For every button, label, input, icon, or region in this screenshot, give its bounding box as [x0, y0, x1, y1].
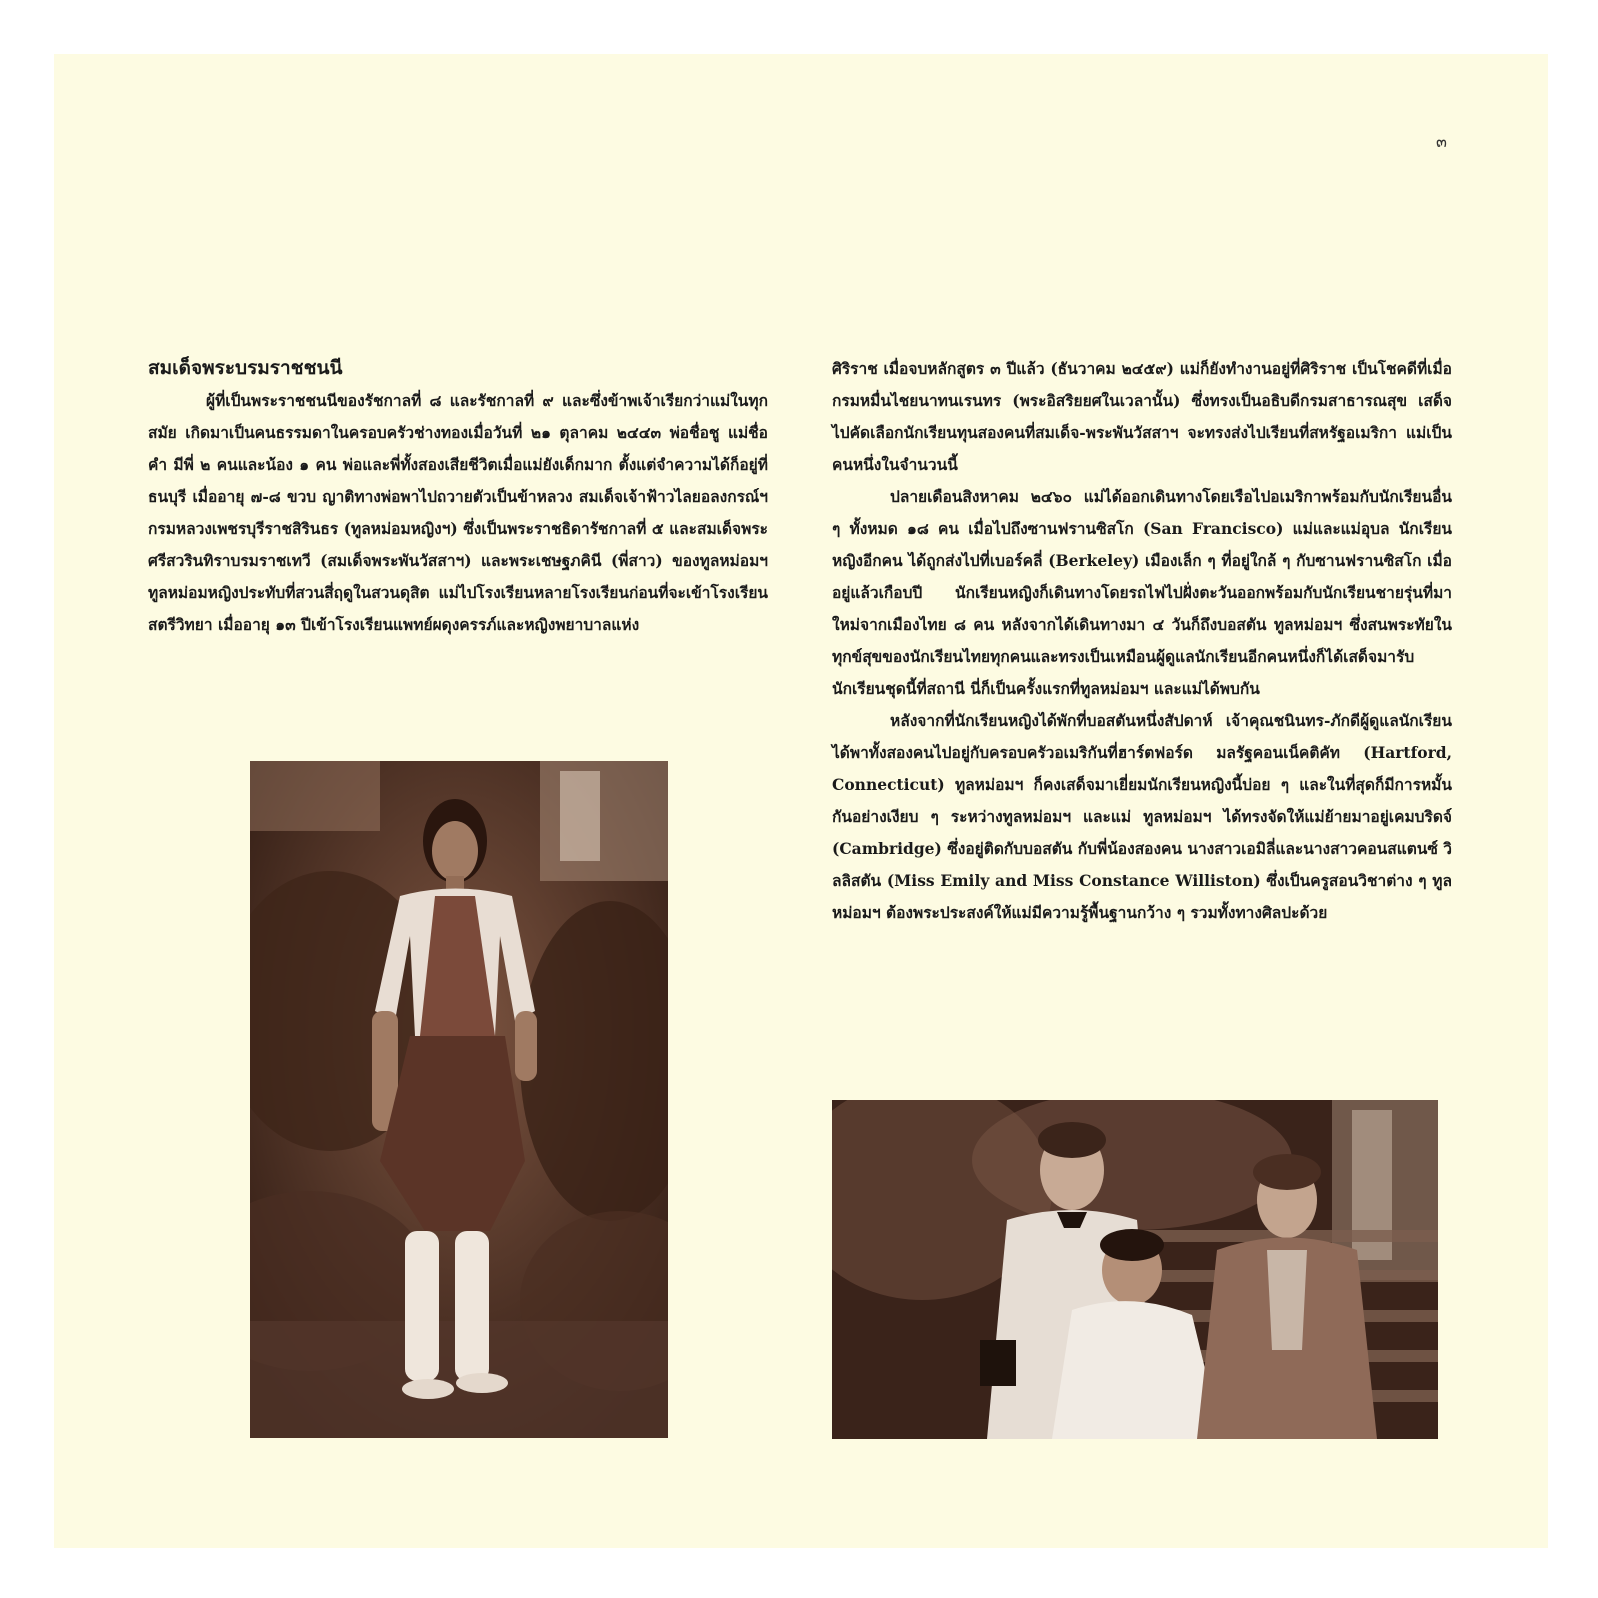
right-paragraph-3: หลังจากที่นักเรียนหญิงได้พักที่บอสตันหนึ่งสัปดาห์ เจ้าคุณชนินทร-ภักดีผู้ดูแลนักเรียน ได้พาทั้งสองคนไปอยู่กับครอบครัวอเมริกันที่ฮาร์ตฟอร์ด มลรัฐคอนเน็คติคัท (Hartford, Connecticut) ทูลหม่อมฯ ก็คงเสด็จมาเยี่ยมนักเรียนหญิงนี้บ่อย ๆ และในที่สุดก็มีการหมั้นกันอย่างเงียบ ๆ ระหว่างทูลหม่อมฯ และแม่ ทูลหม่อมฯ ได้ทรงจัดให้แม่ย้ายมาอยู่เคมบริดจ์ (Cambridge) ซึ่งอยู่ติดกับบอสตัน กับพี่น้องสองคน นางสาวเอมิลี่และนางสาวคอนสแตนซ์ วิลลิสตัน (Miss Emily and Miss Constance Williston) ซึ่งเป็นครูสอนวิชาต่าง ๆ ทูลหม่อมฯ ต้องพระประสงค์ให้แม่มีความรู้พื้นฐานกว้าง ๆ รวมทั้งทางศิลปะด้วย — [832, 711, 1452, 922]
left-column — [148, 353, 768, 641]
group-photo — [832, 1100, 1438, 1439]
portrait-photo-image — [250, 761, 668, 1438]
right-paragraph-1: ศิริราช เมื่อจบหลักสูตร ๓ ปีแล้ว (ธันวาคม ๒๔๕๙) แม่ก็ยังทำงานอยู่ที่ศิริราช เป็นโชคดีที่เมื่อกรมหมื่นไชยนาทนเรนทร (พระอิสริยยศในเวลานั้น) ซึ่งทรงเป็นอธิบดีกรมสาธารณสุข เสด็จไปคัดเลือกนักเรียนทุนสองคนที่สมเด็จ-พระพันวัสสาฯ จะทรงส่งไปเรียนที่สหรัฐอเมริกา แม่เป็นคนหนึ่งในจำนวนนี้ — [832, 359, 1452, 474]
right-paragraph-2: ปลายเดือนสิงหาคม ๒๔๖๐ แม่ได้ออกเดินทางโดยเรือไปอเมริกาพร้อมกับนักเรียนอื่น ๆ ทั้งหมด ๑๘ คน เมื่อไปถึงซานฟรานซิสโก (San Francisco) แม่และแม่อุบล นักเรียนหญิงอีกคน ได้ถูกส่งไปที่เบอร์คลี่ (Berkeley) เมืองเล็ก ๆ ที่อยู่ใกล้ ๆ กับซานฟรานซิสโก เมื่ออยู่แล้วเกือบปี นักเรียนหญิงก็เดินทางโดยรถไฟไปฝั่งตะวันออกพร้อมกับนักเรียนชายรุ่นที่มาใหม่จากเมืองไทย ๘ คน หลังจากได้เดินทางมา ๔ วันก็ถึงบอสตัน ทูลหม่อมฯ ซึ่งสนพระทัยในทุกข์สุขของนักเรียนไทยทุกคนและทรงเป็นเหมือนผู้ดูแลนักเรียนอีกคนหนึ่งก็ได้เสด็จมารับนักเรียนชุดนี้ที่สถานี นี่ก็เป็นครั้งแรกที่ทูลหม่อมฯ และแม่ได้พบกัน — [832, 487, 1452, 698]
group-photo-image — [832, 1100, 1438, 1439]
page-number: ๓ — [1436, 132, 1447, 151]
section-heading: สมเด็จพระบรมราชชนนี — [148, 357, 343, 379]
left-paragraph: ผู้ที่เป็นพระราชชนนีของรัชกาลที่ ๘ และรัชกาลที่ ๙ และซึ่งข้าพเจ้าเรียกว่าแม่ในทุกสมัย เกิดมาเป็นคนธรรมดาในครอบครัวช่างทองเมื่อวันที่ ๒๑ ตุลาคม ๒๔๔๓ พ่อชื่อชู แม่ชื่อคำ มีพี่ ๒ คนและน้อง ๑ คน พ่อและพี่ทั้งสองเสียชีวิตเมื่อแม่ยังเด็กมาก ตั้งแต่จำความได้ก็อยู่ที่ธนบุรี เมื่ออายุ ๗-๘ ขวบ ญาติทางพ่อพาไปถวายตัวเป็นข้าหลวง สมเด็จเจ้าฟ้าวไลยอลงกรณ์ฯ กรมหลวงเพชรบุรีราชสิรินธร (ทูลหม่อมหญิงฯ) ซึ่งเป็นพระราชธิดารัชกาลที่ ๕ และสมเด็จพระศรีสวรินทิราบรมราชเทวี (สมเด็จพระพันวัสสาฯ) และพระเชษฐภคินี (พี่สาว) ของทูลหม่อมฯ ทูลหม่อมหญิงประทับที่สวนสี่ฤดูในสวนดุสิต แม่ไปโรงเรียนหลายโรงเรียนก่อนที่จะเข้าโรงเรียนสตรีวิทยา เมื่ออายุ ๑๓ ปีเข้าโรงเรียนแพทย์ผดุงครรภ์และหญิงพยาบาลแห่ง — [148, 391, 768, 634]
right-column — [832, 353, 1452, 929]
portrait-photo — [250, 761, 668, 1438]
